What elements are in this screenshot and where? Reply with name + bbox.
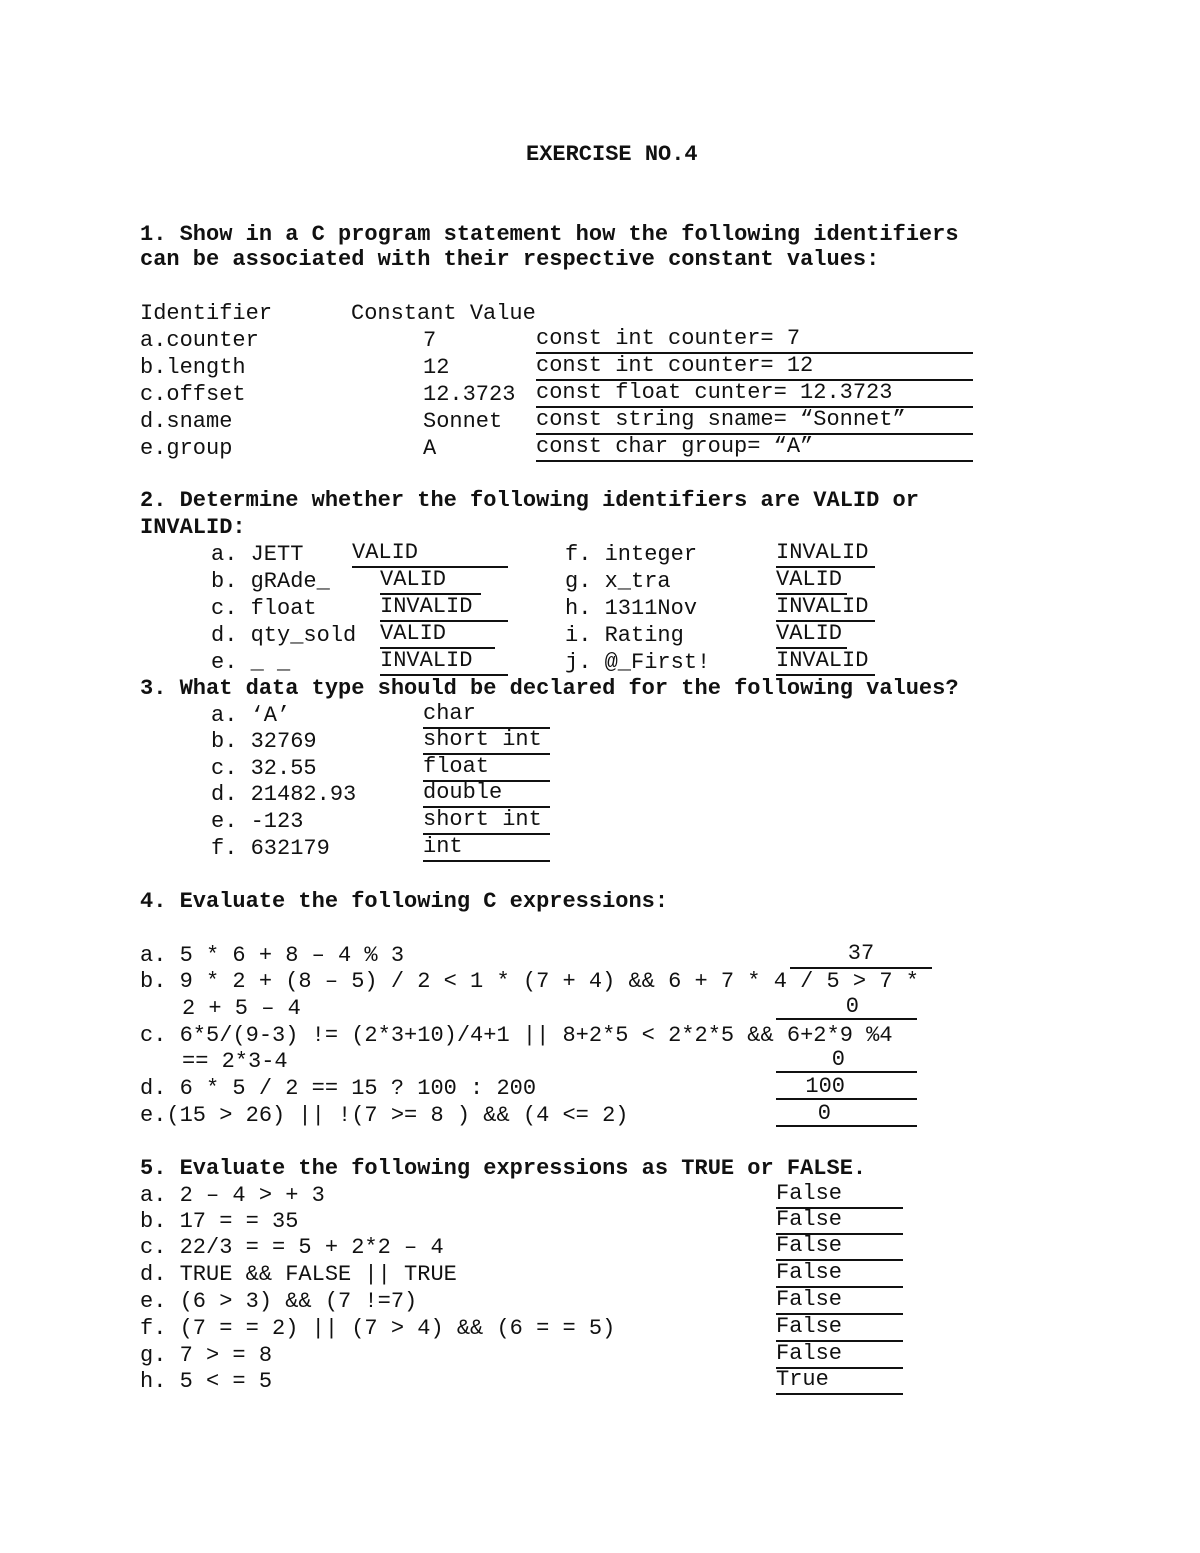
q1-row-identifier: c.offset xyxy=(140,382,246,407)
q2-left-label: e. _ _ xyxy=(211,650,291,675)
q5-expression: b. 17 = = 35 xyxy=(140,1209,299,1234)
q2-prompt-line2: INVALID: xyxy=(140,515,246,540)
q4-prompt: 4. Evaluate the following C expressions: xyxy=(140,889,669,914)
q2-right-label: i. Rating xyxy=(565,623,684,648)
q5-answer: False xyxy=(776,1234,903,1261)
q3-value: f. 632179 xyxy=(211,836,330,861)
q5-answer: False xyxy=(776,1208,903,1235)
q5-answer: True xyxy=(776,1368,903,1395)
q3-value: c. 32.55 xyxy=(211,756,317,781)
q1-prompt-line1: 1. Show in a C program statement how the following identifiers xyxy=(140,222,959,247)
q2-left-label: b. gRAde_ xyxy=(211,569,330,594)
q4-answer-text: 0 xyxy=(845,994,859,1019)
q4-expression: b. 9 * 2 + (8 – 5) / 2 < 1 * (7 + 4) && 6 + 7 * 4 / 5 > 7 * xyxy=(140,969,919,994)
q1-col-identifier: Identifier xyxy=(140,301,273,326)
q2-left-label: c. float xyxy=(211,596,317,621)
q1-row-value: 12 xyxy=(423,355,450,380)
q4-answer-text: 0 xyxy=(817,1101,831,1126)
q2-right-answer: INVALID xyxy=(776,649,875,676)
q5-expression: f. (7 = = 2) || (7 > 4) && (6 = = 5) xyxy=(140,1316,616,1341)
q1-row-answer: const string sname= “Sonnet” xyxy=(536,408,973,435)
q1-row-identifier: d.sname xyxy=(140,409,233,434)
q3-value: a. ‘A’ xyxy=(211,703,291,728)
q2-right-label: h. 1311Nov xyxy=(565,596,698,621)
q5-expression: a. 2 – 4 > + 3 xyxy=(140,1183,325,1208)
q1-row-identifier: a.counter xyxy=(140,328,259,353)
q2-left-answer: INVALID xyxy=(380,649,508,676)
q4-answer-text: 0 xyxy=(831,1047,845,1072)
q2-right-answer: VALID xyxy=(776,622,847,649)
q1-row-value: Sonnet xyxy=(423,409,503,434)
q5-expression: g. 7 > = 8 xyxy=(140,1343,273,1368)
q2-right-answer: INVALID xyxy=(776,595,875,622)
q2-left-label: a. JETT xyxy=(211,542,304,567)
q1-row-value: 12.3723 xyxy=(423,382,516,407)
q1-row-answer: const float cunter= 12.3723 xyxy=(536,381,973,408)
q5-expression: d. TRUE && FALSE || TRUE xyxy=(140,1262,457,1287)
q4-answer xyxy=(776,995,917,1020)
q1-row-answer: const int counter= 7 xyxy=(536,327,973,354)
q4-expression: e.(15 > 26) || !(7 >= 8 ) && (4 <= 2) xyxy=(140,1103,629,1128)
q2-prompt-line1: 2. Determine whether the following identifiers are VALID or xyxy=(140,488,919,513)
q3-value: b. 32769 xyxy=(211,729,317,754)
q3-value: d. 21482.93 xyxy=(211,782,357,807)
q4-expression: c. 6*5/(9-3) != (2*3+10)/4+1 || 8+2*5 < 2*2*5 && 6+2*9 %4 xyxy=(140,1023,893,1048)
q2-left-label: d. qty_sold xyxy=(211,623,357,648)
q3-answer: short int xyxy=(423,728,550,755)
q5-expression: c. 22/3 = = 5 + 2*2 – 4 xyxy=(140,1235,444,1260)
q1-row-value: A xyxy=(423,436,437,461)
q2-right-label: g. x_tra xyxy=(565,569,671,594)
q1-row-value: 7 xyxy=(423,328,437,353)
q5-answer: False xyxy=(776,1261,903,1288)
q2-left-answer: VALID xyxy=(380,568,481,595)
page-title: EXERCISE NO.4 xyxy=(526,142,698,167)
q5-prompt: 5. Evaluate the following expressions as TRUE or FALSE. xyxy=(140,1156,867,1181)
q3-answer: float xyxy=(423,755,550,782)
q1-col-value: Constant Value xyxy=(351,301,536,326)
q3-prompt: 3. What data type should be declared for the following values? xyxy=(140,676,959,701)
q4-answer: 37 xyxy=(790,942,932,969)
q1-row-answer: const int counter= 12 xyxy=(536,354,973,381)
q2-right-label: f. integer xyxy=(565,542,698,567)
q5-expression: e. (6 > 3) && (7 !=7) xyxy=(140,1289,418,1314)
q2-left-answer: INVALID xyxy=(380,595,508,622)
q5-answer: False xyxy=(776,1315,903,1342)
q3-answer: double xyxy=(423,781,550,808)
q4-expression: a. 5 * 6 + 8 – 4 % 3 xyxy=(140,943,405,968)
q2-right-answer: VALID xyxy=(776,568,847,595)
q1-row-identifier: b.length xyxy=(140,355,246,380)
q2-left-answer: VALID xyxy=(352,541,508,568)
q1-row-identifier: e.group xyxy=(140,436,233,461)
q4-answer xyxy=(776,1102,917,1127)
q5-answer: False xyxy=(776,1342,903,1369)
q1-prompt-line2: can be associated with their respective constant values: xyxy=(140,247,880,272)
q4-expression-cont: == 2*3-4 xyxy=(182,1049,288,1074)
q2-left-answer: VALID xyxy=(380,622,495,649)
q1-row-answer: const char group= “A” xyxy=(536,435,973,462)
q2-right-answer: INVALID xyxy=(776,541,875,568)
q4-answer xyxy=(776,1048,917,1073)
q4-answer xyxy=(776,1075,917,1100)
q4-answer-text: 100 xyxy=(805,1074,845,1099)
q4-expression: d. 6 * 5 / 2 == 15 ? 100 : 200 xyxy=(140,1076,537,1101)
q3-answer: char xyxy=(423,702,550,729)
q3-answer: int xyxy=(423,835,550,862)
q4-expression-cont: 2 + 5 – 4 xyxy=(182,996,301,1021)
q5-answer: False xyxy=(776,1288,903,1315)
q3-value: e. -123 xyxy=(211,809,304,834)
q5-expression: h. 5 < = 5 xyxy=(140,1369,273,1394)
q2-right-label: j. @_First! xyxy=(565,650,711,675)
q3-answer: short int xyxy=(423,808,550,835)
q5-answer: False xyxy=(776,1182,903,1209)
